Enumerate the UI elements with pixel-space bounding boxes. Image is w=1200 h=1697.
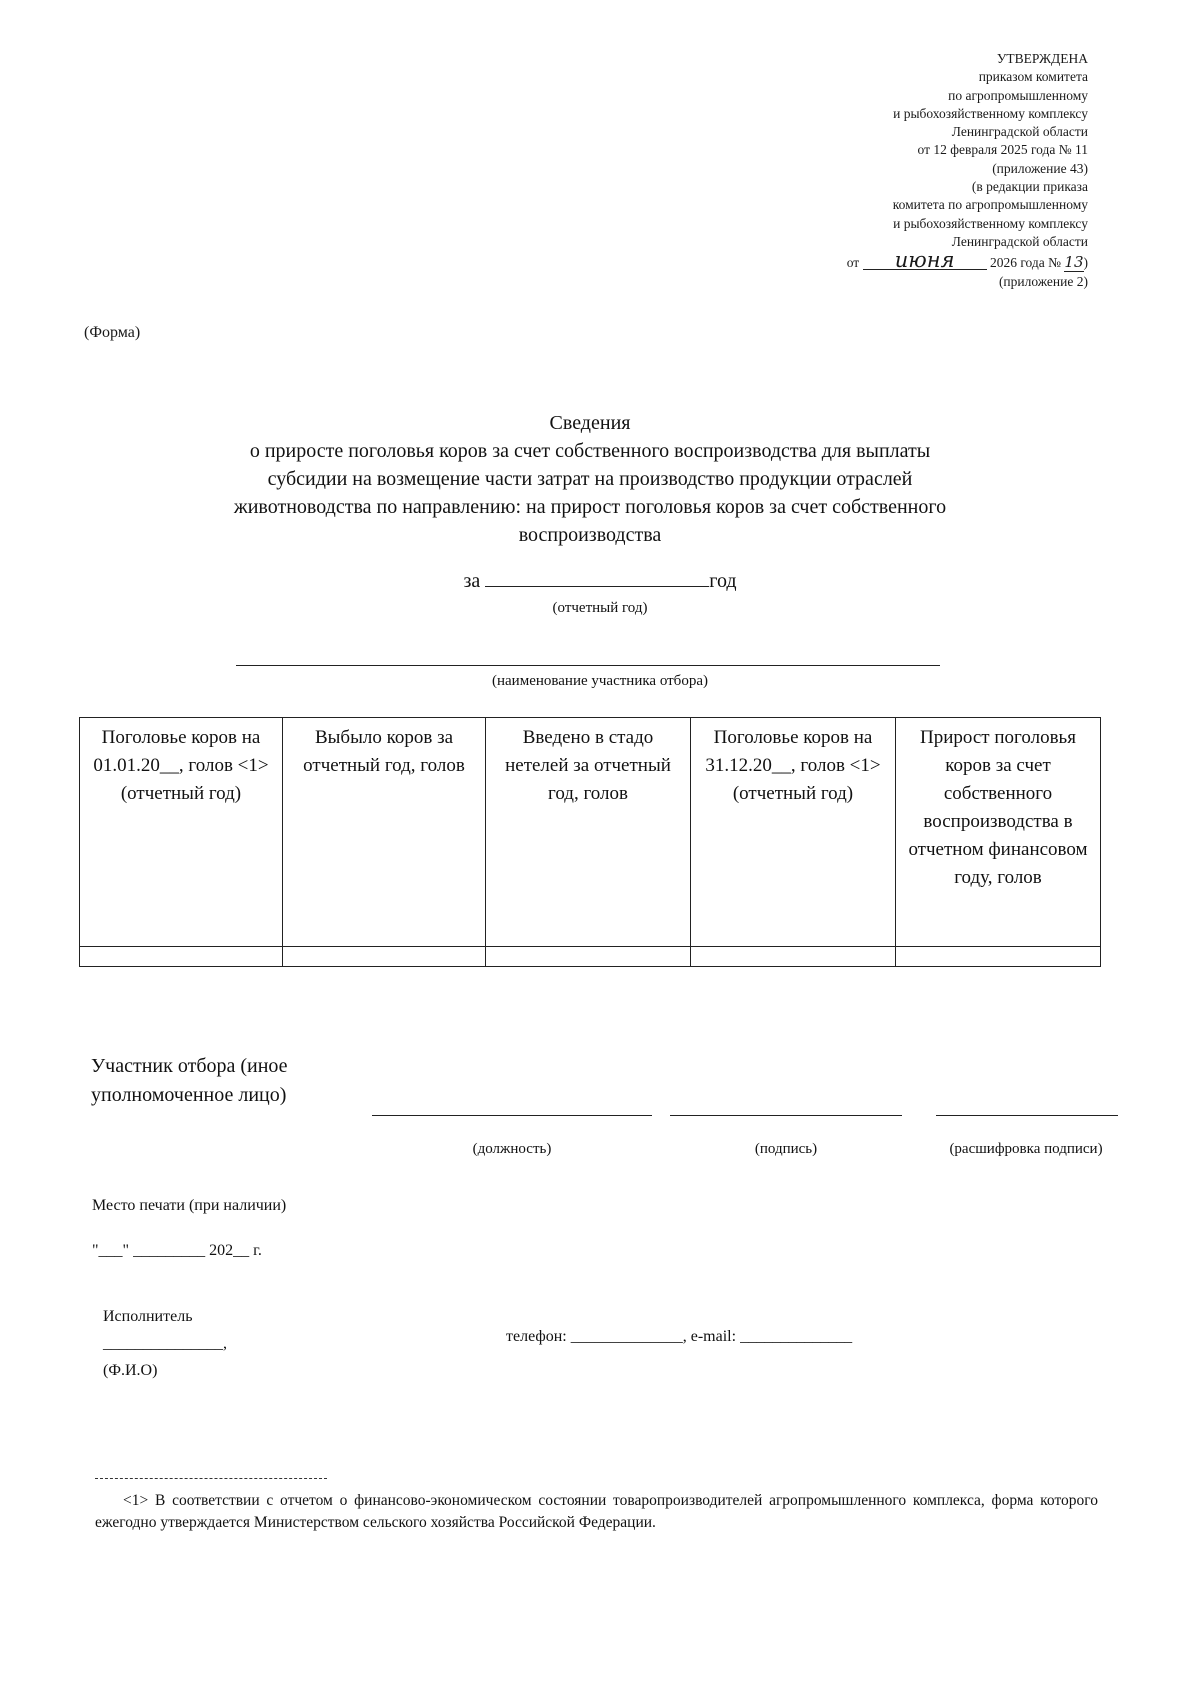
executor-block: [103, 1303, 227, 1384]
reporting-year-field[interactable]: [485, 586, 709, 587]
approval-line: Ленинградской области: [951, 124, 1088, 140]
approval-line: (в редакции приказа: [971, 179, 1088, 195]
title-line: воспроизводства: [518, 524, 662, 546]
approval-line: (приложение 43): [992, 160, 1088, 176]
table-cell[interactable]: [80, 947, 283, 967]
table-cell[interactable]: [283, 947, 486, 967]
signer-label-line: уполномоченное лицо): [91, 1084, 287, 1106]
table-cell[interactable]: [896, 947, 1101, 967]
period-prefix: за: [463, 570, 481, 592]
seal-place: Место печати (при наличии): [92, 1197, 287, 1214]
decoding-field[interactable]: [936, 1115, 1118, 1116]
approval-line: комитета по агропромышленному: [892, 197, 1088, 213]
approval-line: и рыбохозяйственному комплексу: [893, 105, 1088, 121]
approval-line: приказом комитета: [978, 69, 1088, 85]
signing-date-field[interactable]: "___" _________ 202__ г.: [92, 1242, 262, 1259]
header-cows-retired: Выбыло коров за отчетный год, голов: [283, 718, 486, 947]
approval-line: от 12 февраля 2025 года № 11: [917, 142, 1088, 158]
executor-fio-caption: (Ф.И.О): [103, 1362, 158, 1379]
title-line: Сведения: [549, 412, 631, 434]
position-field[interactable]: [372, 1115, 652, 1116]
decoding-caption: (расшифровка подписи): [949, 1141, 1103, 1157]
footnote: <1> В соответствии с отчетом о финансово-экономическом состоянии товаропроизводителей агропромышленного комплекса, форма которого ежегодно утверждается Министерством сельского хозяйства Российской Федерации.: [95, 1492, 1098, 1531]
table-cell[interactable]: [691, 947, 896, 967]
table-cell[interactable]: [486, 947, 691, 967]
signer-label-line: Участник отбора (иное: [91, 1055, 288, 1077]
signer-label: [91, 1052, 288, 1110]
handwritten-number: 13: [1064, 253, 1084, 272]
position-caption: (должность): [472, 1141, 552, 1157]
reporting-year-caption: (отчетный год): [552, 600, 648, 616]
approval-line: по агропромышленному: [948, 87, 1088, 103]
approval-stamp: [847, 50, 1088, 291]
reporting-year-line: [0, 570, 1200, 593]
signature-field[interactable]: [670, 1115, 902, 1116]
approval-line: Ленинградской области: [951, 233, 1088, 249]
executor-contacts[interactable]: телефон: ______________, e-mail: ______________: [506, 1328, 853, 1345]
signature-caption: (подпись): [754, 1141, 818, 1157]
title-line: животноводства по направлению: на прирост поголовья коров за счет собственного: [233, 496, 947, 518]
document-title: [120, 409, 1060, 549]
executor-name-field[interactable]: _______________,: [103, 1335, 227, 1352]
date-suffix: ): [1083, 255, 1088, 271]
table-row: [80, 947, 1101, 967]
handwritten-month: июня: [863, 251, 987, 270]
date-prefix: от: [846, 255, 860, 271]
date-middle: 2026 года №: [989, 255, 1062, 271]
title-line: субсидии на возмещение части затрат на производство продукции отраслей: [267, 468, 913, 490]
period-suffix: год: [709, 570, 737, 592]
footnote-separator: [95, 1478, 327, 1479]
header-cows-start: Поголовье коров на 01.01.20__, голов <1> (отчетный год): [80, 718, 283, 947]
executor-label: Исполнитель: [103, 1308, 193, 1325]
header-cows-end: Поголовье коров на 31.12.20__, голов <1> (отчетный год): [691, 718, 896, 947]
header-herd-growth: Прирост поголовья коров за счет собственного воспроизводства в отчетном финансовом году, голов: [896, 718, 1101, 947]
participant-name-caption: (наименование участника отбора): [492, 673, 708, 689]
approval-line: УТВЕРЖДЕНА: [996, 51, 1088, 66]
form-label: (Форма): [84, 324, 141, 341]
appendix-note: (приложение 2): [998, 273, 1088, 289]
approval-line: и рыбохозяйственному комплексу: [893, 215, 1088, 231]
data-table: [79, 717, 1101, 967]
participant-name-field[interactable]: [236, 665, 940, 666]
header-heifers-introduced: Введено в стадо нетелей за отчетный год, голов: [486, 718, 691, 947]
amendment-date: [846, 248, 1088, 273]
title-line: о приросте поголовья коров за счет собственного воспроизводства для выплаты: [249, 440, 931, 462]
